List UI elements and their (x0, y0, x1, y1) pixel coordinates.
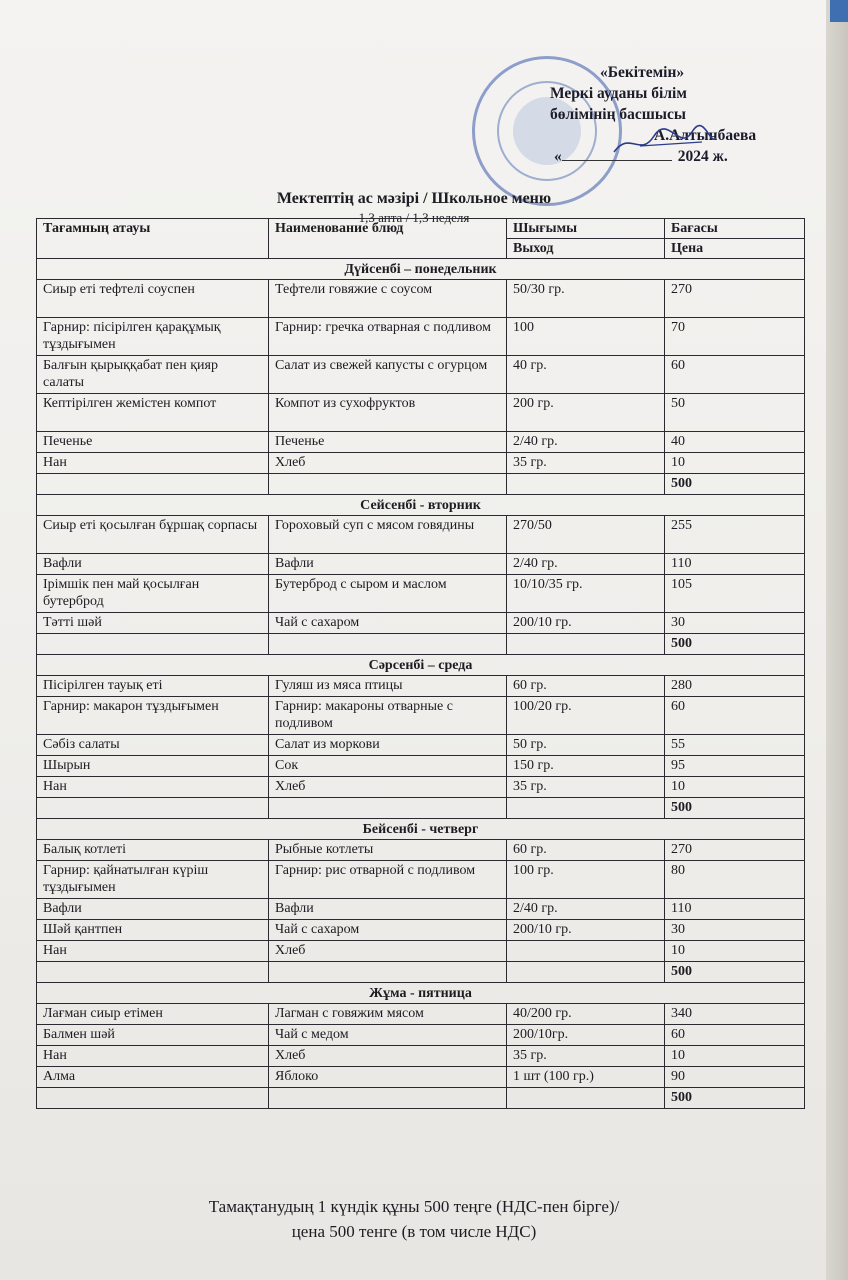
empty-cell (507, 962, 665, 983)
dish-name-kz: Нан (37, 1046, 269, 1067)
dish-name-kz: Сәбіз салаты (37, 735, 269, 756)
approval-signer: А.Алтынбаева (654, 127, 757, 144)
dish-name-kz: Сиыр еті қосылған бұршақ сорпасы (37, 516, 269, 554)
dish-name-kz: Балмен шәй (37, 1025, 269, 1046)
day-title: Дүйсенбі – понедельник (37, 259, 805, 280)
empty-cell (507, 1088, 665, 1109)
dish-price: 60 (665, 1025, 805, 1046)
dish-name-kz: Балық котлеті (37, 840, 269, 861)
dish-price: 255 (665, 516, 805, 554)
dish-name-ru: Чай с медом (269, 1025, 507, 1046)
dish-name-ru: Хлеб (269, 941, 507, 962)
dish-price: 105 (665, 575, 805, 613)
dish-name-ru: Вафли (269, 554, 507, 575)
dish-price: 40 (665, 432, 805, 453)
menu-table (36, 218, 805, 1109)
day-total: 500 (665, 474, 805, 495)
dish-name-ru: Компот из сухофруктов (269, 394, 507, 432)
empty-cell (269, 474, 507, 495)
menu-item-row (37, 941, 805, 962)
menu-item-row (37, 840, 805, 861)
dish-name-kz: Гарнир: пісірілген қарақұмық тұздығымен (37, 318, 269, 356)
dish-name-kz: Нан (37, 941, 269, 962)
dish-price: 10 (665, 1046, 805, 1067)
dish-yield: 100 (507, 318, 665, 356)
empty-cell (269, 634, 507, 655)
approval-heading: «Бекітемін» (600, 64, 685, 81)
day-total-row (37, 798, 805, 819)
page-edge (826, 0, 848, 1280)
dish-name-ru: Хлеб (269, 777, 507, 798)
dish-name-kz: Печенье (37, 432, 269, 453)
approval-date-line: « 2024 ж. (554, 148, 728, 165)
dish-name-kz: Сиыр еті тефтелі соуспен (37, 280, 269, 318)
dish-name-kz: Гарнир: макарон тұздығымен (37, 697, 269, 735)
dish-price: 30 (665, 920, 805, 941)
empty-cell (507, 634, 665, 655)
menu-item-row (37, 1046, 805, 1067)
menu-item-row (37, 432, 805, 453)
dish-name-kz: Алма (37, 1067, 269, 1088)
dish-yield: 2/40 гр. (507, 432, 665, 453)
dish-name-ru: Салат из свежей капусты с огурцом (269, 356, 507, 394)
day-total: 500 (665, 634, 805, 655)
day-total-row (37, 1088, 805, 1109)
dish-name-ru: Гуляш из мяса птицы (269, 676, 507, 697)
menu-item-row (37, 575, 805, 613)
dish-price: 80 (665, 861, 805, 899)
dish-price: 340 (665, 1004, 805, 1025)
day-header-row (37, 983, 805, 1004)
day-header-row (37, 495, 805, 516)
dish-yield: 200/10гр. (507, 1025, 665, 1046)
header-yield-kz: Шығымы (507, 219, 665, 239)
menu-item-row (37, 735, 805, 756)
empty-cell (37, 634, 269, 655)
menu-item-row (37, 920, 805, 941)
dish-price: 110 (665, 899, 805, 920)
day-header-row (37, 655, 805, 676)
dish-name-ru: Бутерброд с сыром и маслом (269, 575, 507, 613)
menu-item-row (37, 1004, 805, 1025)
empty-cell (37, 962, 269, 983)
dish-yield: 40 гр. (507, 356, 665, 394)
approval-department: Меркі ауданы білім (550, 85, 687, 102)
dish-name-kz: Нан (37, 453, 269, 474)
menu-table-body (37, 219, 805, 1109)
menu-item-row (37, 516, 805, 554)
dish-price: 10 (665, 941, 805, 962)
dish-name-ru: Хлеб (269, 1046, 507, 1067)
dish-name-kz: Шырын (37, 756, 269, 777)
menu-item-row (37, 1067, 805, 1088)
dish-yield: 2/40 гр. (507, 554, 665, 575)
dish-yield: 10/10/35 гр. (507, 575, 665, 613)
dish-yield: 60 гр. (507, 840, 665, 861)
dish-yield: 50 гр. (507, 735, 665, 756)
dish-name-kz: Балғын қырыққабат пен қияр салаты (37, 356, 269, 394)
day-title: Жұма - пятница (37, 983, 805, 1004)
day-title: Сейсенбі - вторник (37, 495, 805, 516)
handwritten-signature (610, 122, 720, 162)
dish-name-kz: Пісірілген тауық еті (37, 676, 269, 697)
dish-price: 30 (665, 613, 805, 634)
dish-yield: 35 гр. (507, 777, 665, 798)
dish-name-ru: Салат из моркови (269, 735, 507, 756)
page-subtitle: 1,3 апта / 1,3 неделя (358, 210, 470, 225)
dish-yield: 100/20 гр. (507, 697, 665, 735)
dish-price: 10 (665, 777, 805, 798)
menu-item-row (37, 861, 805, 899)
dish-price: 280 (665, 676, 805, 697)
approval-position: бөлімінің басшысы (550, 106, 686, 123)
day-title: Бейсенбі - четверг (37, 819, 805, 840)
dish-yield: 60 гр. (507, 676, 665, 697)
dish-price: 95 (665, 756, 805, 777)
day-header-row (37, 819, 805, 840)
menu-item-row (37, 1025, 805, 1046)
empty-cell (269, 962, 507, 983)
empty-cell (507, 798, 665, 819)
background-corner (830, 0, 848, 22)
menu-item-row (37, 394, 805, 432)
dish-name-ru: Яблоко (269, 1067, 507, 1088)
footer-line-kz: Тамақтанудың 1 күндік құны 500 теңге (НДС-пен бірге)/ (208, 1197, 620, 1216)
dish-name-ru: Тефтели говяжие с соусом (269, 280, 507, 318)
day-total-row (37, 962, 805, 983)
dish-price: 270 (665, 280, 805, 318)
menu-item-row (37, 356, 805, 394)
page-title: Мектептің ас мәзірі / Школьное меню (276, 190, 552, 207)
dish-yield: 35 гр. (507, 453, 665, 474)
dish-name-ru: Печенье (269, 432, 507, 453)
menu-item-row (37, 453, 805, 474)
empty-cell (507, 474, 665, 495)
day-total: 500 (665, 1088, 805, 1109)
empty-cell (269, 798, 507, 819)
menu-item-row (37, 756, 805, 777)
empty-cell (37, 1088, 269, 1109)
dish-price: 60 (665, 697, 805, 735)
dish-yield: 270/50 (507, 516, 665, 554)
menu-item-row (37, 280, 805, 318)
dish-yield: 100 гр. (507, 861, 665, 899)
dish-price: 90 (665, 1067, 805, 1088)
dish-name-ru: Хлеб (269, 453, 507, 474)
dish-yield: 2/40 гр. (507, 899, 665, 920)
day-title: Сәрсенбі – среда (37, 655, 805, 676)
dish-name-kz: Гарнир: қайнатылған күріш тұздығымен (37, 861, 269, 899)
dish-yield: 50/30 гр. (507, 280, 665, 318)
footer-note (0, 1194, 828, 1244)
menu-item-row (37, 697, 805, 735)
dish-price: 10 (665, 453, 805, 474)
dish-yield: 35 гр. (507, 1046, 665, 1067)
dish-name-ru: Чай с сахаром (269, 920, 507, 941)
dish-name-ru: Гарнир: рис отварной с подливом (269, 861, 507, 899)
dish-name-ru: Лагман с говяжим мясом (269, 1004, 507, 1025)
empty-cell (37, 798, 269, 819)
dish-name-ru: Сок (269, 756, 507, 777)
header-ru-name: Наименование блюд (269, 219, 507, 259)
day-total: 500 (665, 798, 805, 819)
dish-price: 110 (665, 554, 805, 575)
menu-item-row (37, 613, 805, 634)
dish-yield (507, 941, 665, 962)
header-price-ru: Цена (665, 239, 805, 259)
dish-name-ru: Чай с сахаром (269, 613, 507, 634)
dish-name-kz: Ірімшік пен май қосылған бутерброд (37, 575, 269, 613)
footer-line-ru: цена 500 тенге (в том числе НДС) (291, 1222, 537, 1241)
dish-name-kz: Лағман сиыр етімен (37, 1004, 269, 1025)
empty-cell (37, 474, 269, 495)
dish-yield: 150 гр. (507, 756, 665, 777)
dish-price: 50 (665, 394, 805, 432)
dish-name-kz: Вафли (37, 554, 269, 575)
header-price-kz: Бағасы (665, 219, 805, 239)
menu-item-row (37, 899, 805, 920)
header-kz-name: Тағамның атауы (37, 219, 269, 259)
approval-year: 2024 ж. (677, 148, 728, 165)
dish-name-ru: Гарнир: макароны отварные с подливом (269, 697, 507, 735)
dish-name-kz: Шәй қантпен (37, 920, 269, 941)
dish-name-kz: Тәтті шәй (37, 613, 269, 634)
menu-item-row (37, 554, 805, 575)
dish-name-ru: Вафли (269, 899, 507, 920)
dish-yield: 200/10 гр. (507, 613, 665, 634)
day-header-row (37, 259, 805, 280)
dish-price: 70 (665, 318, 805, 356)
day-total-row (37, 634, 805, 655)
dish-yield: 1 шт (100 гр.) (507, 1067, 665, 1088)
dish-price: 60 (665, 356, 805, 394)
header-yield-ru: Выход (507, 239, 665, 259)
menu-item-row (37, 676, 805, 697)
dish-name-kz: Кептірілген жемістен компот (37, 394, 269, 432)
dish-name-kz: Вафли (37, 899, 269, 920)
day-total: 500 (665, 962, 805, 983)
menu-item-row (37, 777, 805, 798)
menu-item-row (37, 318, 805, 356)
dish-name-kz: Нан (37, 777, 269, 798)
dish-name-ru: Гарнир: гречка отварная с подливом (269, 318, 507, 356)
dish-yield: 200 гр. (507, 394, 665, 432)
dish-name-ru: Рыбные котлеты (269, 840, 507, 861)
dish-price: 270 (665, 840, 805, 861)
day-total-row (37, 474, 805, 495)
dish-yield: 200/10 гр. (507, 920, 665, 941)
empty-cell (269, 1088, 507, 1109)
dish-yield: 40/200 гр. (507, 1004, 665, 1025)
header-row (37, 219, 805, 239)
dish-name-ru: Гороховый суп с мясом говядины (269, 516, 507, 554)
dish-price: 55 (665, 735, 805, 756)
